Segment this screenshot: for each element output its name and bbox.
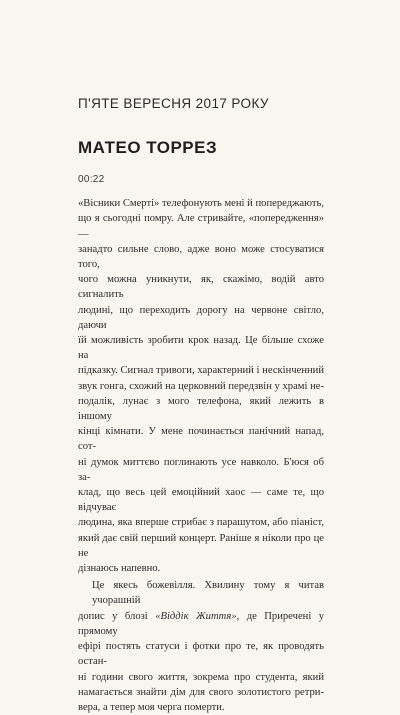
text-line: намагається знайти дім для свого золотистого ретри-: [78, 686, 324, 698]
text-line: Це якесь божевілля. Хвилину тому я читав учорашній: [92, 580, 324, 607]
text-line: який дає свій перший концерт. Раніше я ніколи про це не: [78, 532, 324, 559]
text-segment: допис у блозі: [78, 610, 156, 622]
text-line: дізнаюсь напевно.: [78, 563, 161, 575]
text-line: їй можливість зробити крок назад. Це більше схоже на: [78, 335, 324, 362]
text-line: людині, що переходить дорогу на червоне світло, даючи: [78, 304, 324, 331]
time-stamp: 00:22: [78, 174, 105, 185]
text-line: вера, а тепер моя черга померти.: [78, 701, 225, 713]
text-segment: , де Приречені у прямому: [78, 610, 325, 637]
blog-title-italic: «Віддік Життя»: [155, 610, 237, 622]
text-line: ефірі постять статуси і фотки про те, як проводять остан-: [78, 641, 324, 668]
text-line: «Вісники Смерті» телефонують мені й попереджають,: [78, 198, 324, 210]
text-line: кінці кімнати. У мене починається панічний напад, сот-: [78, 426, 324, 453]
text-line: клад, що весь цей емоційний хаос — саме те, що відчуває: [78, 487, 324, 514]
text-line: звук гонга, схожий на церковний передзвін у храмі не-: [78, 380, 324, 392]
character-name-heading: МАТЕО ТОРРЕЗ: [78, 138, 218, 157]
text-line: людина, яка вперше стрибає з парашутом, або піаніст,: [78, 517, 324, 529]
text-line: подалік, лунає з мого телефона, який лежить в іншому: [78, 395, 324, 423]
text-line: чого можна уникнути, як, скажімо, водій авто сигналить: [78, 274, 324, 301]
text-line: підказку. Сигнал тривоги, характерний і нескінченний: [78, 365, 324, 377]
text-line: ні години свого життя, зокрема про студента, який: [78, 671, 324, 683]
text-line: що я сьогодні помру. Але стривайте, «попередження» —: [78, 213, 324, 240]
text-line: [78, 609, 324, 639]
text-line: ні думок миттєво поглинають усе навколо. Б'юся об за-: [78, 456, 324, 483]
paragraph-1: [78, 196, 324, 576]
chapter-body: [78, 172, 324, 715]
section-date: П'ЯТЕ ВЕРЕСНЯ 2017 РОКУ: [78, 96, 269, 111]
text-line: занадто сильне слово, адже воно може стосуватися того,: [78, 243, 324, 271]
paragraph-2: [78, 578, 324, 715]
